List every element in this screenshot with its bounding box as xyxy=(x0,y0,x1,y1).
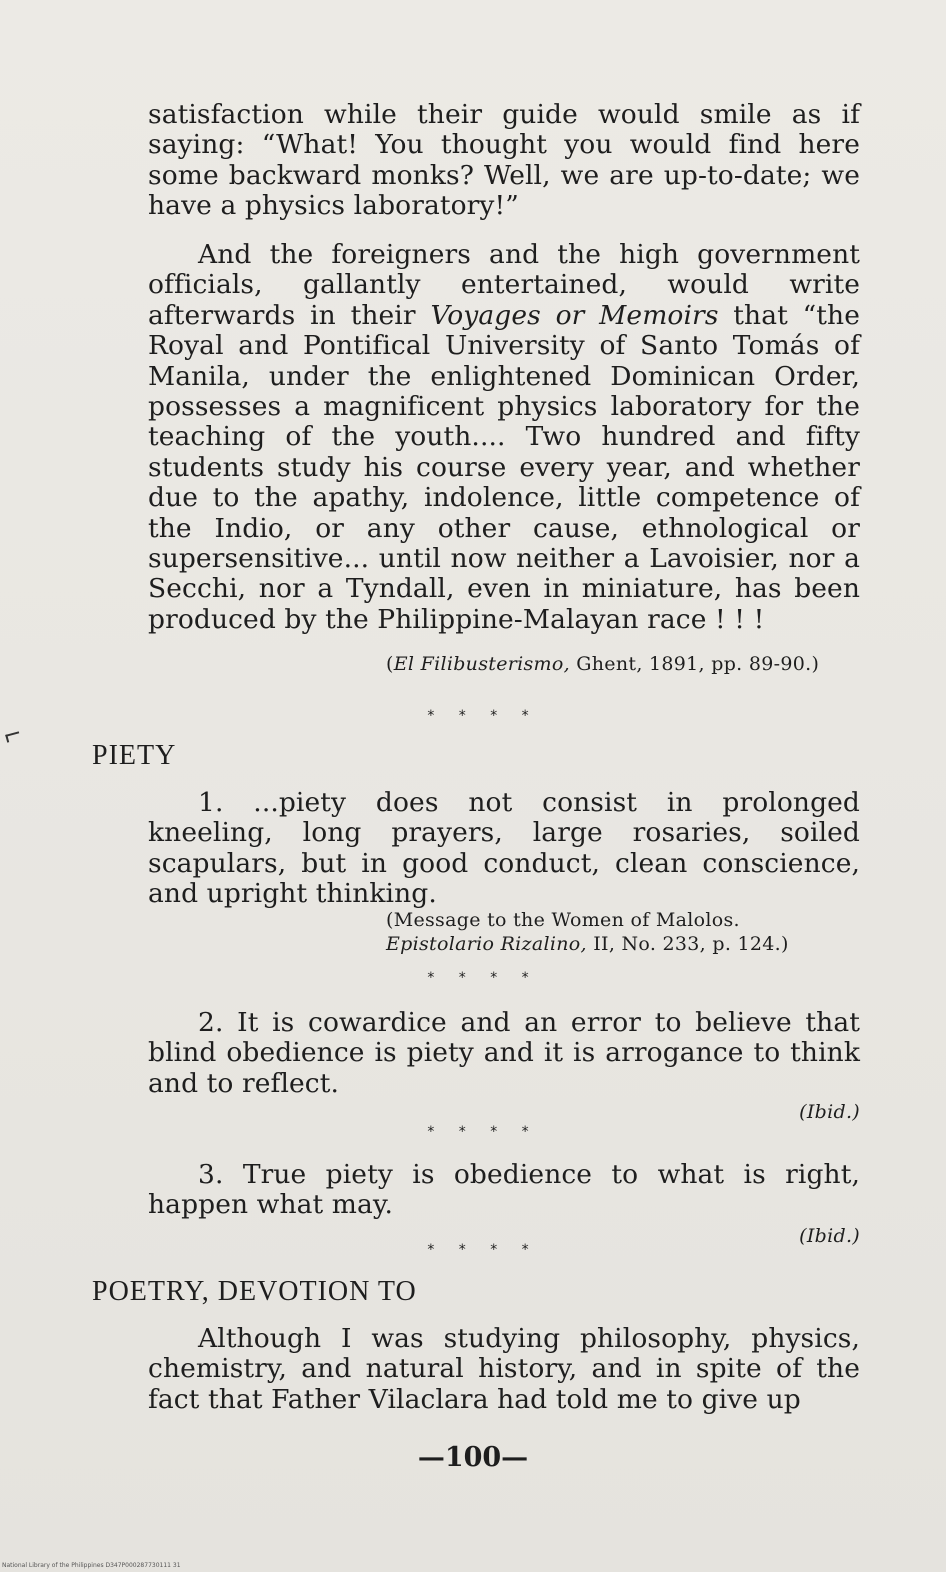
voyages-title: Voyages or Memoirs xyxy=(430,299,719,331)
citation-filibusterismo: (El Filibusterismo, Ghent, 1891, pp. 89-90.) xyxy=(386,653,820,675)
piety-item-1-text: 1. ...piety does not consist in prolonged kneeling, long prayers, large rosaries, soiled scapulars, but in good conduct, clean conscience, and upright thinking. xyxy=(148,787,860,910)
piety-item-1 xyxy=(148,788,860,910)
heading-poetry: POETRY, DEVOTION TO xyxy=(92,1276,417,1307)
poetry-text: Although I was studying philosophy, physics, chemistry, and natural history, and in spite of the fact that Father Vilaclara had told me to give up xyxy=(148,1323,860,1415)
piety-item-3 xyxy=(148,1160,860,1221)
citation-malolos: (Message to the Women of Malolos. Epistolario Rizalino, II, No. 233, p. 124.) xyxy=(386,909,789,955)
poetry-paragraph xyxy=(148,1324,860,1415)
separator-stars: * * * * xyxy=(427,1124,539,1140)
footer-credit: National Library of the Philippines D347P000287730111 31 xyxy=(2,1562,181,1569)
separator-stars: * * * * xyxy=(427,1242,539,1258)
heading-piety: PIETY xyxy=(92,740,177,771)
piety-item-2 xyxy=(148,1008,860,1099)
margin-mark xyxy=(5,731,21,742)
piety-item-2-text: 2. It is cowardice and an error to believe that blind obedience is piety and it is arrogance to think and to reflect. xyxy=(148,1007,860,1099)
piety-item-3-text: 3. True piety is obedience to what is right, happen what may. xyxy=(148,1159,860,1221)
citation-italic: El Filibusterismo, xyxy=(393,653,570,675)
foreigners-text-before: And the foreigners and the high government officials, gallantly entertained, would write afterwards in their xyxy=(148,239,860,331)
separator-stars: * * * * xyxy=(427,970,539,986)
foreigners-paragraph xyxy=(148,240,860,635)
foreigners-text-after: that “the Royal and Pontifical University of Santo Tomás of Manila, under the enlightened Dominican Order, possesses a magnificent physics laboratory for the teaching of the youth.... Two hundred and fifty students study his course every year, and whether due to the apathy, indolence, little competence of the Indio, or any other cause, ethnological or supersensitive... until now neither a Lavoisier, nor a Secchi, nor a Tyndall, even in miniature, has been produced by the Philippine-Malayan race ! ! ! xyxy=(148,299,860,635)
continuation-text: satisfaction while their guide would smile as if saying: “What! You thought you would find here some backward monks? Well, we are up-to-date; we have a physics laboratory!” xyxy=(148,99,860,222)
citation-ibid-2: (Ibid.) xyxy=(799,1101,860,1123)
separator-stars: * * * * xyxy=(427,708,539,724)
continuation-paragraph xyxy=(148,100,860,222)
citation-ibid-3: (Ibid.) xyxy=(799,1225,860,1247)
page-number: —100— xyxy=(417,1442,529,1473)
